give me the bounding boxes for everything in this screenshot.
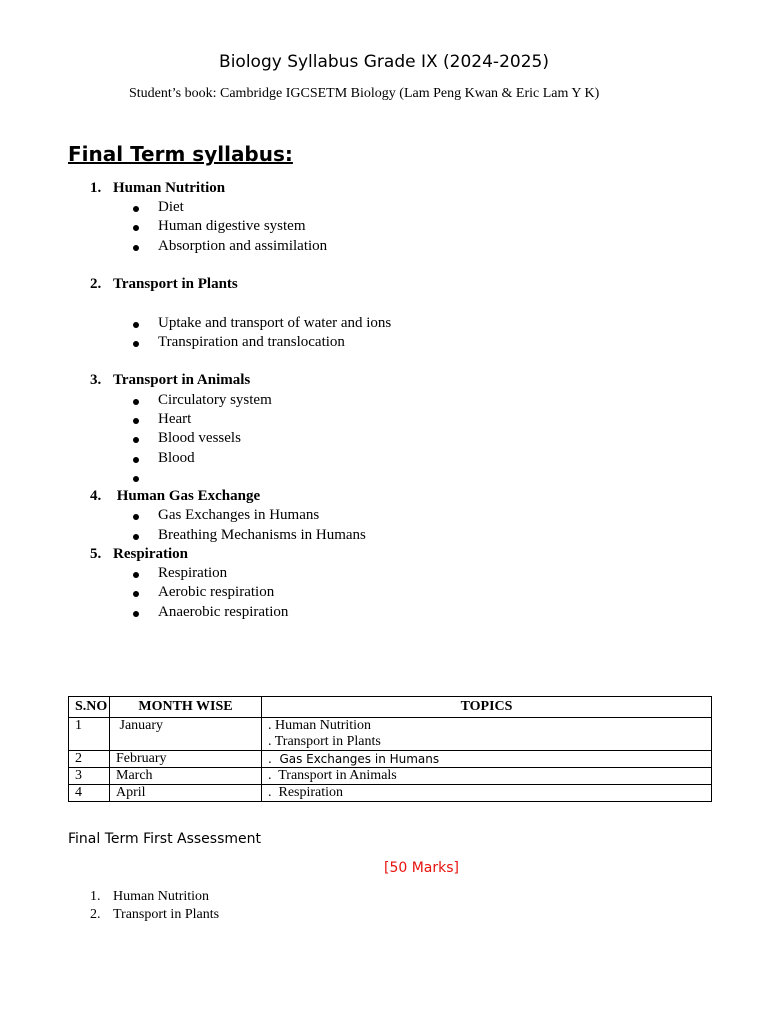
cell-month: March bbox=[110, 768, 262, 785]
list-item-text: Gas Exchanges in Humans bbox=[158, 507, 320, 523]
bullet-icon bbox=[133, 206, 139, 212]
cell-sno: 3 bbox=[69, 768, 110, 785]
list-item-text: Transpiration and translocation bbox=[158, 334, 345, 350]
bullet-icon bbox=[133, 457, 139, 463]
cell-topics bbox=[262, 718, 712, 751]
header-topics: TOPICS bbox=[262, 697, 712, 718]
list-item-text: Human Nutrition bbox=[113, 889, 210, 904]
list-item-number: 1. bbox=[90, 889, 101, 904]
cell-month: April bbox=[110, 785, 262, 802]
cell-topics: . Respiration bbox=[262, 785, 712, 802]
section-heading: Final Term syllabus: bbox=[68, 142, 293, 166]
list-item bbox=[0, 199, 768, 217]
bullet-icon bbox=[133, 341, 139, 347]
list-item-text: Aerobic respiration bbox=[158, 584, 275, 600]
list-item-text: Breathing Mechanisms in Humans bbox=[158, 527, 366, 543]
list-item bbox=[0, 392, 768, 410]
list-item-text: Anaerobic respiration bbox=[158, 604, 289, 620]
cell-topics: . Transport in Animals bbox=[262, 768, 712, 785]
table-row bbox=[69, 718, 712, 751]
section-1 bbox=[0, 180, 768, 198]
section-title: Human Gas Exchange bbox=[113, 488, 261, 504]
bullet-icon bbox=[133, 476, 139, 482]
header-month: MONTH WISE bbox=[110, 697, 262, 718]
cell-sno: 4 bbox=[69, 785, 110, 802]
section-number: 3. bbox=[90, 372, 102, 388]
bullet-icon bbox=[133, 611, 139, 617]
list-item-text: Respiration bbox=[158, 565, 228, 581]
list-item bbox=[0, 238, 768, 256]
table-row bbox=[69, 751, 712, 768]
list-item-text: Blood bbox=[158, 450, 195, 466]
bullet-icon bbox=[133, 322, 139, 328]
bullet-icon bbox=[133, 437, 139, 443]
list-item bbox=[0, 907, 768, 925]
list-item bbox=[0, 889, 768, 907]
document-subtitle: Student’s book: Cambridge IGCSETM Biology (Lam Peng Kwan & Eric Lam Y K) bbox=[129, 86, 600, 101]
marks-label: [50 Marks] bbox=[384, 860, 460, 876]
bullet-icon bbox=[133, 418, 139, 424]
bullet-icon bbox=[133, 245, 139, 251]
list-item-text: Human digestive system bbox=[158, 218, 306, 234]
list-item bbox=[0, 507, 768, 525]
list-item bbox=[0, 604, 768, 622]
month-wise-table bbox=[68, 696, 712, 802]
list-item bbox=[0, 450, 768, 468]
section-number: 2. bbox=[90, 276, 102, 292]
list-item-text: Uptake and transport of water and ions bbox=[158, 315, 392, 331]
bullet-icon bbox=[133, 534, 139, 540]
header-sno: S.NO bbox=[69, 697, 110, 718]
list-item bbox=[0, 334, 768, 352]
section-4 bbox=[0, 488, 768, 506]
section-title: Human Nutrition bbox=[113, 180, 226, 196]
list-item-text: Transport in Plants bbox=[113, 907, 220, 922]
section-number: 5. bbox=[90, 546, 102, 562]
bullet-icon bbox=[133, 514, 139, 520]
cell-sno: 2 bbox=[69, 751, 110, 768]
list-item bbox=[0, 411, 768, 429]
list-item-text: Blood vessels bbox=[158, 430, 241, 446]
list-item bbox=[0, 315, 768, 333]
list-item-text: Circulatory system bbox=[158, 392, 272, 408]
cell-topics: . Gas Exchanges in Humans bbox=[262, 751, 712, 768]
list-item bbox=[0, 469, 768, 487]
topic-line: . Transport in Plants bbox=[268, 734, 381, 749]
cell-month: February bbox=[110, 751, 262, 768]
list-item bbox=[0, 430, 768, 448]
cell-sno: 1 bbox=[69, 718, 110, 751]
list-item-text: Heart bbox=[158, 411, 192, 427]
bullet-icon bbox=[133, 591, 139, 597]
section-number: 1. bbox=[90, 180, 102, 196]
section-title: Transport in Plants bbox=[113, 276, 238, 292]
table-header-row bbox=[69, 697, 712, 718]
table-row bbox=[69, 785, 712, 802]
list-item-number: 2. bbox=[90, 907, 101, 922]
bullet-icon bbox=[133, 572, 139, 578]
bullet-icon bbox=[133, 399, 139, 405]
table-row bbox=[69, 768, 712, 785]
cell-month: January bbox=[110, 718, 262, 751]
list-item bbox=[0, 218, 768, 236]
list-item bbox=[0, 565, 768, 583]
bullet-icon bbox=[133, 225, 139, 231]
list-item-text: Diet bbox=[158, 199, 184, 215]
section-3 bbox=[0, 372, 768, 390]
list-item-text: Absorption and assimilation bbox=[158, 238, 328, 254]
assessment-title: Final Term First Assessment bbox=[68, 831, 261, 847]
topic-line: . Human Nutrition bbox=[268, 718, 372, 733]
section-2 bbox=[0, 276, 768, 294]
list-item bbox=[0, 527, 768, 545]
section-5 bbox=[0, 546, 768, 564]
section-title: Transport in Animals bbox=[113, 372, 251, 388]
document-title: Biology Syllabus Grade IX (2024-2025) bbox=[219, 52, 549, 72]
list-item bbox=[0, 584, 768, 602]
section-number: 4. bbox=[90, 488, 102, 504]
section-title: Respiration bbox=[113, 546, 188, 562]
